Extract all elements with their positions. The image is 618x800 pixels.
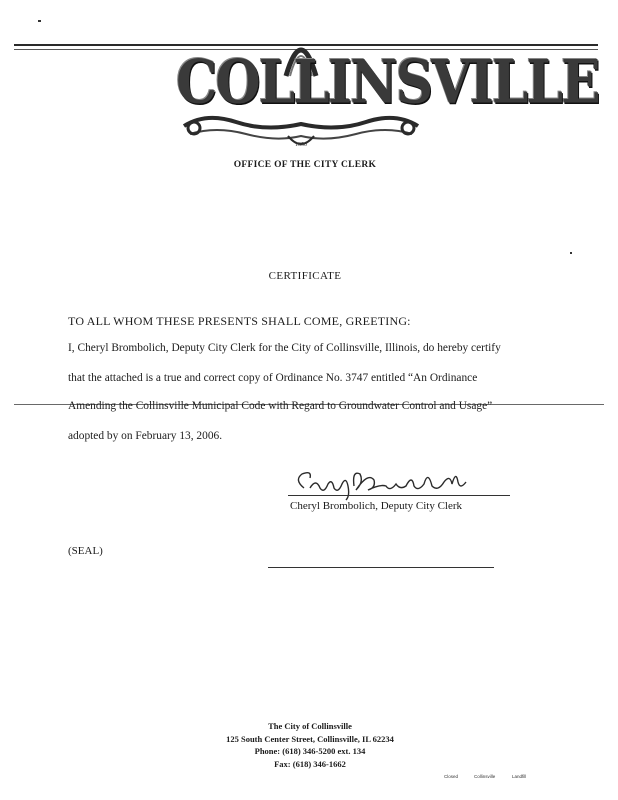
body-line: I, Cheryl Brombolich, Deputy City Clerk for the City of Collinsville, Illinois, do hereby certify — [68, 342, 501, 354]
body-line: Amending the Collinsville Municipal Code with Regard to Groundwater Control and Usage” — [68, 400, 493, 412]
corner-tag: Landfill — [512, 774, 527, 779]
corner-tag: Collinsville — [474, 774, 496, 779]
corner-tag: Closed — [444, 774, 459, 779]
logo-wordmark: COLLINSVILLE — [176, 47, 599, 118]
signatory-name: Cheryl Brombolich, Deputy City Clerk — [290, 500, 463, 512]
footer-city: The City of Collinsville — [268, 721, 352, 731]
signature-rule — [288, 495, 510, 496]
scan-speck — [570, 252, 572, 254]
body-line: adopted by on February 13, 2006. — [68, 430, 223, 442]
footer-phone: Phone: (618) 346-5200 ext. 134 — [254, 746, 366, 756]
body-line: that the attached is a true and correct copy of Ordinance No. 3747 entitled “An Ordinance — [68, 372, 478, 384]
certificate-title: CERTIFICATE — [268, 270, 342, 282]
office-heading: OFFICE OF THE CITY CLERK — [233, 160, 377, 170]
scan-speck — [38, 20, 41, 22]
collinsville-logo — [176, 30, 599, 160]
logo-founded-year: 1850 — [295, 142, 307, 148]
seal-label: (SEAL) — [68, 545, 103, 557]
seal-rule — [268, 567, 494, 568]
handwritten-signature — [290, 464, 490, 504]
footer-street: 125 South Center Street, Collinsville, IL 62234 — [226, 733, 394, 744]
greeting-line: TO ALL WHOM THESE PRESENTS SHALL COME, GREETING: — [68, 314, 411, 328]
footer-address — [180, 720, 440, 770]
footer-fax: Fax: (618) 346-1662 — [274, 758, 346, 769]
